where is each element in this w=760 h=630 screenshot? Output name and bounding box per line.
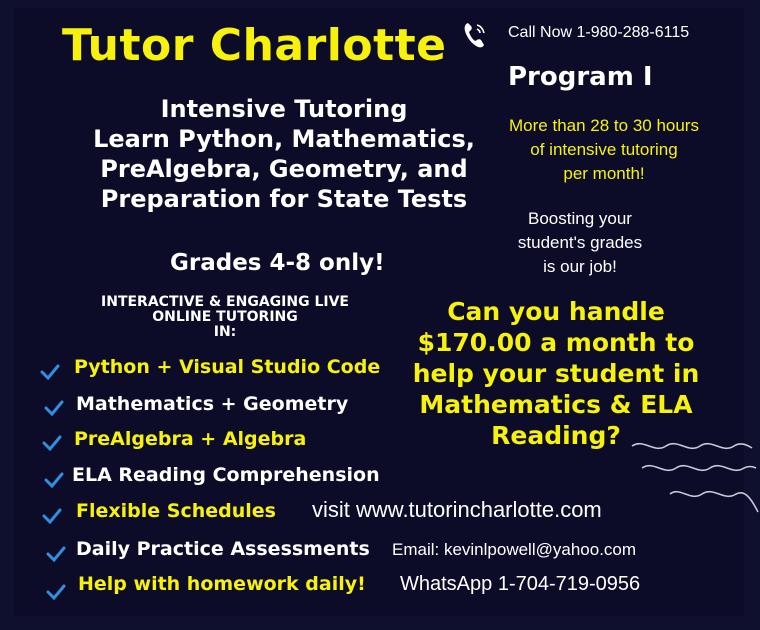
pricing-line: $170.00 a month to bbox=[417, 328, 695, 357]
pricing-line: Reading? bbox=[491, 421, 621, 450]
subject-item: Flexible Schedules bbox=[76, 500, 276, 522]
brand-title: Tutor Charlotte bbox=[62, 20, 447, 71]
checkmark-icon bbox=[46, 584, 66, 600]
boost-line: is our job! bbox=[543, 257, 617, 276]
grades-text: Grades 4-8 only! bbox=[170, 250, 385, 276]
subject-item: Mathematics + Geometry bbox=[76, 393, 349, 415]
hours-text bbox=[488, 114, 720, 186]
checkmark-icon bbox=[40, 364, 60, 380]
pricing-question bbox=[406, 296, 706, 451]
tutoring-heading-line: IN: bbox=[213, 324, 237, 340]
program-name: Program I bbox=[508, 62, 653, 92]
tutoring-heading bbox=[80, 295, 370, 340]
hours-line: of intensive tutoring bbox=[530, 140, 678, 159]
hours-line: per month! bbox=[563, 164, 645, 183]
tutoring-heading-line: ONLINE TUTORING bbox=[152, 309, 298, 325]
pricing-line: Can you handle bbox=[447, 297, 665, 326]
hours-line: More than 28 to 30 hours bbox=[509, 116, 699, 135]
intro-text bbox=[74, 94, 494, 214]
email-link[interactable]: Email: kevinlpowell@yahoo.com bbox=[392, 540, 637, 559]
subject-item: ELA Reading Comprehension bbox=[72, 464, 380, 486]
boost-text bbox=[494, 207, 666, 279]
call-now-text: Call Now 1-980-288-6115 bbox=[508, 24, 690, 41]
checkmark-icon bbox=[46, 546, 66, 562]
whatsapp-number: WhatsApp 1-704-719-0956 bbox=[400, 573, 641, 595]
intro-line: Preparation for State Tests bbox=[100, 185, 468, 213]
phone-icon bbox=[462, 20, 488, 50]
checkmark-icon bbox=[44, 400, 64, 416]
pricing-line: Mathematics & ELA bbox=[419, 390, 693, 419]
subject-item: Python + Visual Studio Code bbox=[74, 356, 381, 378]
pricing-line: help your student in bbox=[412, 359, 700, 388]
squiggle-lines-decoration bbox=[630, 438, 760, 522]
subject-item: Help with homework daily! bbox=[78, 573, 366, 595]
intro-line: Intensive Tutoring bbox=[160, 95, 408, 123]
checkmark-icon bbox=[42, 508, 62, 524]
boost-line: student's grades bbox=[517, 233, 643, 252]
tutoring-heading-line: INTERACTIVE & ENGAGING LIVE bbox=[101, 294, 349, 310]
checkmark-icon bbox=[42, 435, 62, 451]
intro-line: PreAlgebra, Geometry, and bbox=[100, 155, 468, 183]
checkmark-icon bbox=[44, 472, 64, 488]
subject-item: Daily Practice Assessments bbox=[76, 538, 370, 560]
subject-item: PreAlgebra + Algebra bbox=[74, 428, 307, 450]
intro-line: Learn Python, Mathematics, bbox=[93, 125, 475, 153]
boost-line: Boosting your bbox=[528, 209, 632, 228]
website-link[interactable]: visit www.tutorincharlotte.com bbox=[312, 497, 602, 522]
